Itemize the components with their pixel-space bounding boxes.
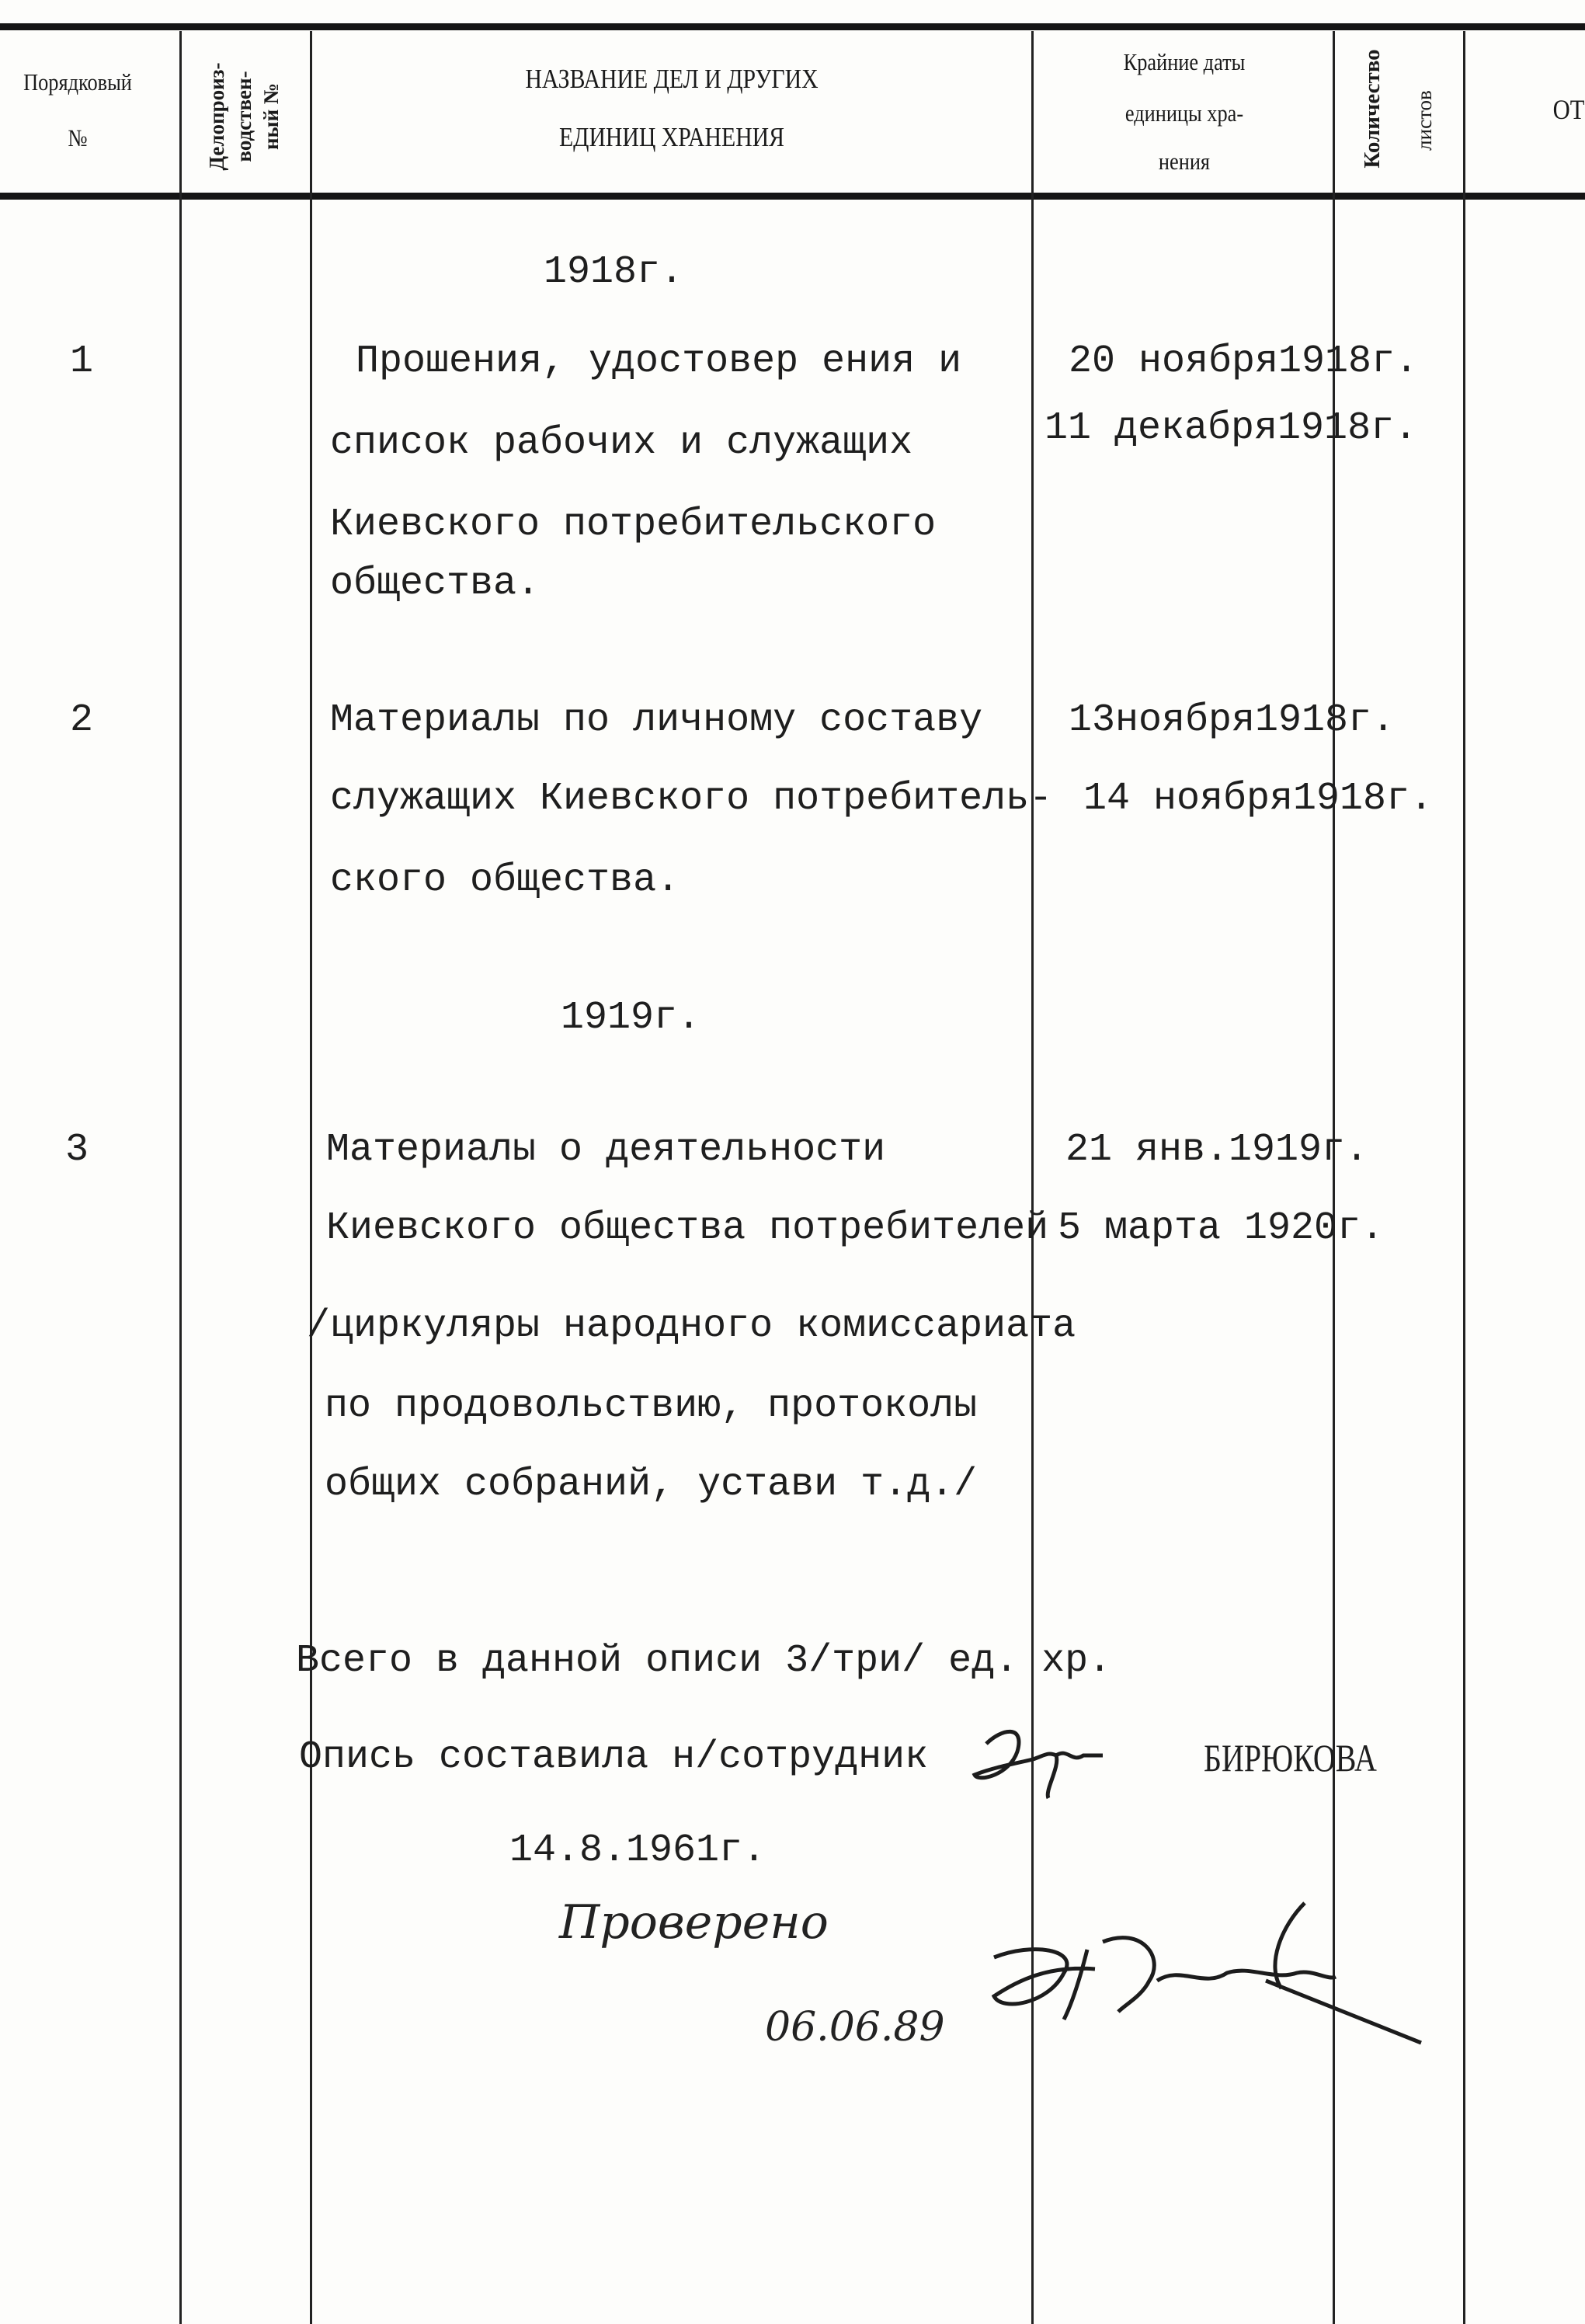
header-label: единицы хра- [1124,99,1244,127]
row-title-line: служащих Киевского потребитель- [330,777,1053,821]
compiled-by: Опись составила н/сотрудник [299,1735,929,1780]
row-number: 3 [65,1128,89,1172]
row-date: 13ноября1918г. [1069,698,1396,743]
row-number: 2 [70,698,94,743]
verified-date: 06.06.89 [765,2004,945,2051]
header-label: листов [1413,90,1436,151]
row-date: 21 янв.1919г. [1065,1128,1369,1172]
row-number: 1 [70,339,94,384]
row-title-line: по продовольствию, протоколы [325,1384,978,1428]
verified-note: Проверено [559,1895,829,1950]
row-date: 11 декабря1918г. [1045,406,1418,451]
header-label: ЕДИНИЦ ХРАНЕНИЯ [558,122,785,152]
header-label: Количество [1360,49,1385,169]
row-title-line: список рабочих и служащих [330,421,913,465]
section-year: 1919г. [561,996,701,1040]
header-label: водствен- [232,71,255,162]
row-date: 14 ноября1918г. [1083,777,1434,821]
compiled-date: 14.8.1961г. [509,1828,766,1873]
column-divider [179,31,182,2324]
header-label: Делопроиз- [205,62,228,171]
column-divider [310,31,312,2324]
header-label: Порядковый [23,68,132,96]
row-title-line: Материалы о деятельности [326,1128,886,1172]
header-label: № [68,124,88,151]
row-title-line: ского общества. [330,858,680,903]
header-label: НАЗВАНИЕ ДЕЛ И ДРУГИХ [525,64,819,94]
header-label: ный № [259,82,283,151]
row-title-line: общества. [330,562,540,606]
column-divider [1463,31,1465,2324]
row-title-line: Материалы по личному составу [330,698,983,743]
header-col-note: ОТ [1552,94,1585,125]
header-bottom-rule [0,193,1585,200]
row-date: 20 ноября1918г. [1069,339,1419,384]
section-year: 1918г. [544,250,684,294]
row-title-line: /циркуляры народного комиссариата [307,1304,1076,1348]
header-label: Крайние даты [1123,48,1246,75]
row-title-line: Киевского общества потребителей [326,1206,1049,1251]
verifier-signature [971,1895,1437,2051]
top-rule [0,23,1585,30]
compiler-name: БИРЮКОВА [1204,1736,1377,1780]
row-title-line: Киевского потребительского [330,503,937,547]
compiler-signature [971,1720,1111,1806]
row-title-line: Прошения, удостовер ения и [356,339,962,384]
header-label: нения [1158,148,1211,175]
row-date: 5 марта 1920г. [1058,1206,1385,1251]
row-title-line: общих собраний, устави т.д./ [325,1463,978,1507]
total-units: Всего в данной описи 3/три/ ед. хр. [296,1639,1112,1683]
